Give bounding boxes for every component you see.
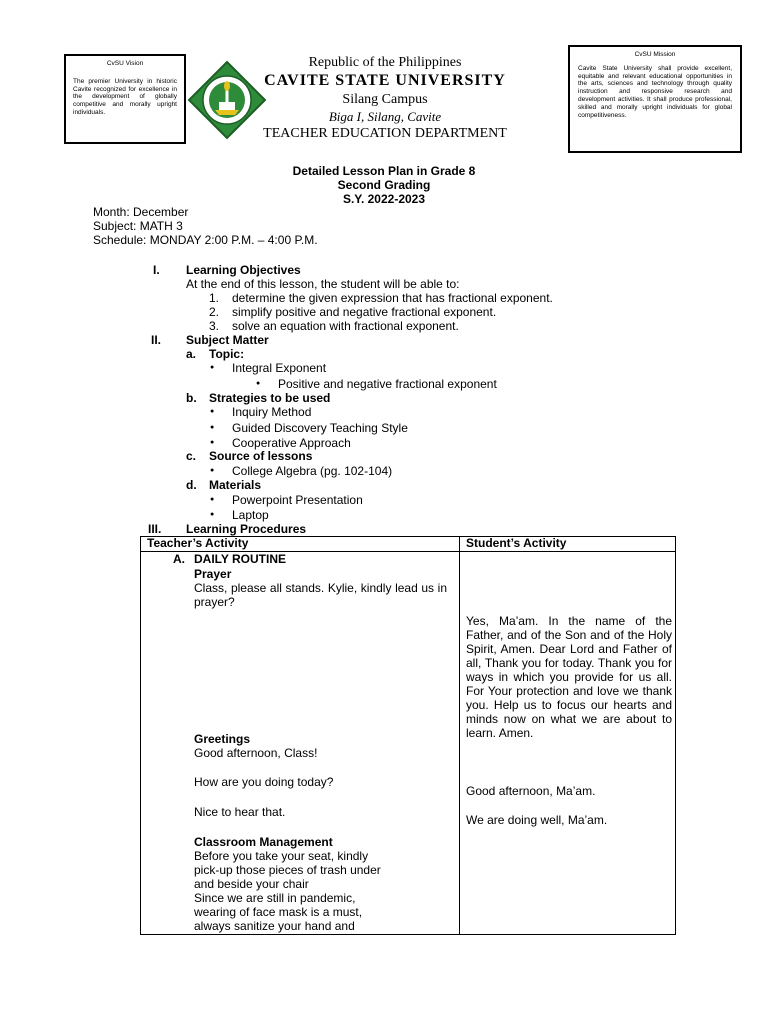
source-item: ● College Algebra (pg. 102-104) — [232, 464, 392, 478]
section-num-3: III. — [148, 522, 162, 536]
objective-num-1: 1. — [209, 291, 220, 305]
mission-text: Cavite State University shall provide excellent, equitable and relevant educational opportunities in the arts, sciences and technology through quality instruction and responsive research and development activities. It shall produce professional, skilled and morally upright individuals for global competitiveness. — [578, 64, 732, 119]
management-line: wearing of face mask is a must, — [194, 905, 363, 919]
university-name: CAVITE STATE UNIVERSITY — [264, 72, 506, 89]
topic-subitem: ● Positive and negative fractional exponent — [278, 377, 497, 391]
material-item: ● Laptop — [232, 508, 269, 522]
strategy-item: ● Guided Discovery Teaching Style — [232, 421, 408, 435]
mission-box — [568, 45, 742, 153]
objective-num-2: 2. — [209, 305, 220, 319]
objective-text-1: determine the given expression that has fractional exponent. — [232, 291, 553, 305]
strategy-item: ● Cooperative Approach — [232, 436, 351, 450]
lesson-title-line1: Detailed Lesson Plan in Grade 8 — [292, 164, 476, 178]
teacher-activity-cell — [141, 552, 460, 935]
section-num-1: I. — [153, 263, 160, 277]
greeting-line: Good afternoon, Class! — [194, 746, 318, 760]
month-line: Month: December — [93, 205, 189, 219]
management-heading: Classroom Management — [194, 835, 333, 849]
student-activity-cell — [460, 552, 676, 935]
campus-name: Silang Campus — [342, 92, 428, 107]
lesson-title-line3: S.Y. 2022-2023 — [342, 192, 426, 206]
objectives-intro: At the end of this lesson, the student will be able to: — [186, 277, 460, 291]
campus-address: Biga I, Silang, Cavite — [328, 109, 442, 124]
prayer-heading: Prayer — [194, 567, 232, 581]
greeting-response: Good afternoon, Ma’am. — [466, 784, 596, 798]
objectives-heading: Learning Objectives — [186, 263, 301, 277]
republic-line: Republic of the Philippines — [308, 55, 462, 70]
routine-heading: DAILY ROUTINE — [194, 552, 287, 566]
management-line: pick-up those pieces of trash under — [194, 863, 381, 877]
teacher-column-header: Teacher’s Activity — [141, 537, 460, 552]
schedule-line: Schedule: MONDAY 2:00 P.M. – 4:00 P.M. — [93, 233, 318, 247]
source-letter: c. — [186, 449, 197, 463]
subject-line: Subject: MATH 3 — [93, 219, 183, 233]
routine-letter: A. — [173, 552, 185, 566]
source-heading: Source of lessons — [209, 449, 313, 463]
greeting-response: We are doing well, Ma’am. — [466, 813, 608, 827]
materials-heading: Materials — [209, 478, 262, 492]
student-column-header: Student’s Activity — [460, 537, 676, 552]
topic-item: ● Integral Exponent — [232, 361, 326, 375]
procedures-heading: Learning Procedures — [186, 522, 307, 536]
management-line: and beside your chair — [194, 877, 309, 891]
objective-text-2: simplify positive and negative fractional exponent. — [232, 305, 497, 319]
department-name: TEACHER EDUCATION DEPARTMENT — [263, 126, 507, 141]
prayer-text: Class, please all stands. Kylie, kindly lead us in prayer? — [194, 581, 447, 609]
topic-letter: a. — [186, 347, 197, 361]
prayer-response: Yes, Ma’am. In the name of the Father, and of the Son and of the Holy Spirit, Amen. Dear Lord and Father of all, Thank you for today. Thank you for ways in which you provide for us all. For Your protection and love we thank you. Help us to focus our hearts and minds now on what we are about to learn. Amen. — [466, 614, 672, 740]
material-item: ● Powerpoint Presentation — [232, 493, 363, 507]
topic-heading: Topic: — [209, 347, 245, 361]
strategies-letter: b. — [186, 391, 197, 405]
procedures-table — [140, 536, 676, 935]
section-num-2: II. — [151, 333, 162, 347]
management-line: Before you take your seat, kindly — [194, 849, 369, 863]
vision-box — [64, 54, 186, 144]
materials-letter: d. — [186, 478, 197, 492]
objective-num-3: 3. — [209, 319, 220, 333]
greeting-line: How are you doing today? — [194, 775, 334, 789]
subject-matter-heading: Subject Matter — [186, 333, 269, 347]
objective-text-3: solve an equation with fractional exponent. — [232, 319, 459, 333]
vision-text: The premier University in historic Cavite recognized for excellence in the development of globally competitive and morally upright individuals. — [73, 77, 177, 116]
strategies-heading: Strategies to be used — [209, 391, 331, 405]
greeting-line: Nice to hear that. — [194, 805, 286, 819]
strategy-item: ● Inquiry Method — [232, 405, 311, 419]
lesson-title-line2: Second Grading — [337, 178, 431, 192]
management-line: Since we are still in pandemic, — [194, 891, 356, 905]
mission-title: CvSU Mission — [634, 51, 676, 58]
management-line: always sanitize your hand and — [194, 919, 355, 933]
greetings-heading: Greetings — [194, 732, 251, 746]
vision-title: CvSU Vision — [106, 60, 144, 67]
